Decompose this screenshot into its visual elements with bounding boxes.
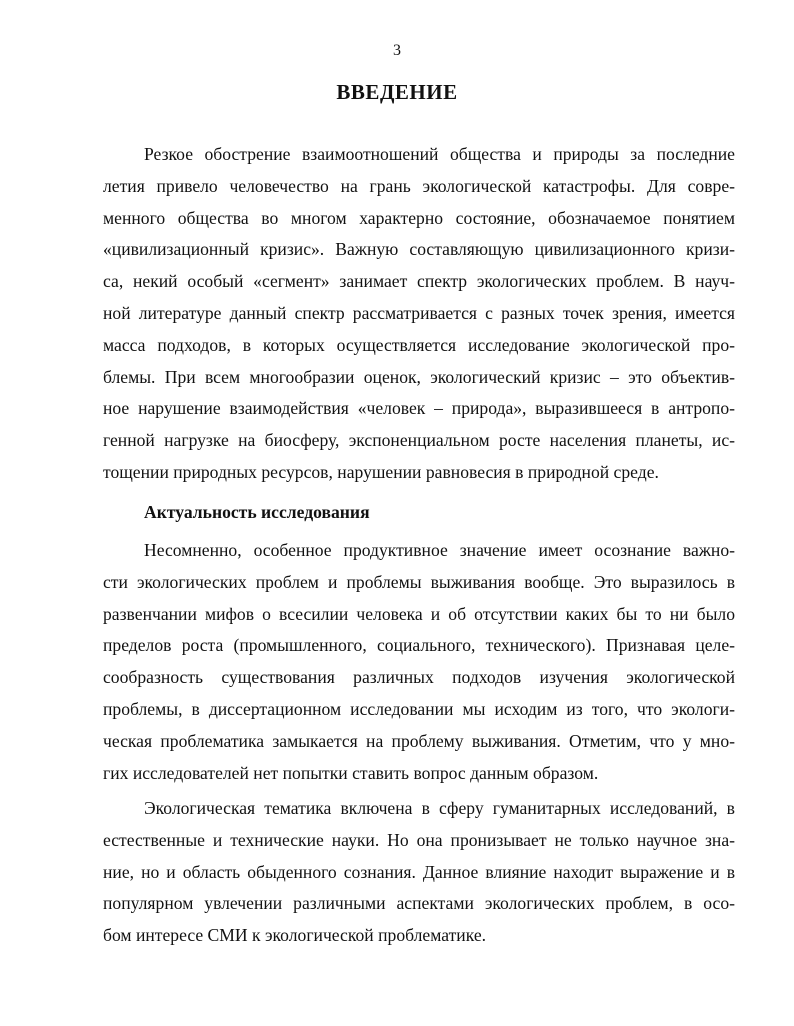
- paragraph-line: сообразность существования различных подходов изучения экологической: [103, 667, 735, 688]
- paragraph-line: ческая проблематика замыкается на проблему выживания. Отметим, что у мно-: [103, 730, 735, 751]
- paragraph-line: ное нарушение взаимодействия «человек – природа», выразившееся в антропо-: [103, 398, 735, 419]
- paragraph-line: блемы. При всем многообразии оценок, экологический кризис – это объектив-: [103, 366, 735, 387]
- paragraph-line: Несомненно, особенное продуктивное значение имеет осознание важно-: [144, 540, 735, 560]
- relevance-paragraph-2: [103, 793, 735, 952]
- relevance-paragraph-1: [103, 535, 735, 789]
- paragraph-line: масса подходов, в которых осуществляется исследование экологической про-: [103, 334, 735, 355]
- paragraph-line: развенчании мифов о всесилии человека и об отсутствии каких бы то ни было: [103, 603, 735, 624]
- paragraph-line: са, некий особый «сегмент» занимает спектр экологических проблем. В науч-: [103, 271, 735, 292]
- paragraph-line: Экологическая тематика включена в сферу гуманитарных исследований, в: [144, 798, 735, 818]
- paragraph-line: летия привело человечество на грань экологической катастрофы. Для совре-: [103, 175, 735, 196]
- paragraph-line: популярном увлечении различными аспектами экологических проблем, в осо-: [103, 893, 735, 914]
- paragraph-line: естественные и технические науки. Но она пронизывает не только научное зна-: [103, 829, 735, 850]
- section-heading-relevance: Актуальность исследования: [144, 502, 370, 522]
- paragraph-line: генной нагрузке на биосферу, экспоненциальном росте населения планеты, ис-: [103, 430, 735, 451]
- paragraph-line: бом интересе СМИ к экологической проблематике.: [103, 925, 487, 946]
- paragraph-line: тощении природных ресурсов, нарушении равновесия в природной среде.: [103, 461, 659, 482]
- paragraph-line: сти экологических проблем и проблемы выживания вообще. Это выразилось в: [103, 571, 735, 592]
- paragraph-line: «цивилизационный кризис». Важную составляющую цивилизационного кризи-: [103, 239, 735, 260]
- intro-paragraph: [103, 139, 735, 489]
- paragraph-line: гих исследователей нет попытки ставить вопрос данным образом.: [103, 762, 599, 783]
- paragraph-line: ной литературе данный спектр рассматривается с разных точек зрения, имеется: [103, 302, 735, 323]
- page-number: 3: [393, 42, 401, 59]
- paragraph-line: Резкое обострение взаимоотношений общества и природы за последние: [144, 144, 735, 164]
- paragraph-line: проблемы, в диссертационном исследовании мы исходим из того, что экологи-: [103, 698, 735, 719]
- paragraph-line: ние, но и область обыденного сознания. Данное влияние находит выражение и в: [103, 861, 735, 882]
- page-title: ВВЕДЕНИЕ: [336, 80, 458, 104]
- paragraph-line: пределов роста (промышленного, социального, технического). Признавая целе-: [103, 635, 735, 656]
- paragraph-line: менного общества во многом характерно состояние, обозначаемое понятием: [103, 207, 735, 228]
